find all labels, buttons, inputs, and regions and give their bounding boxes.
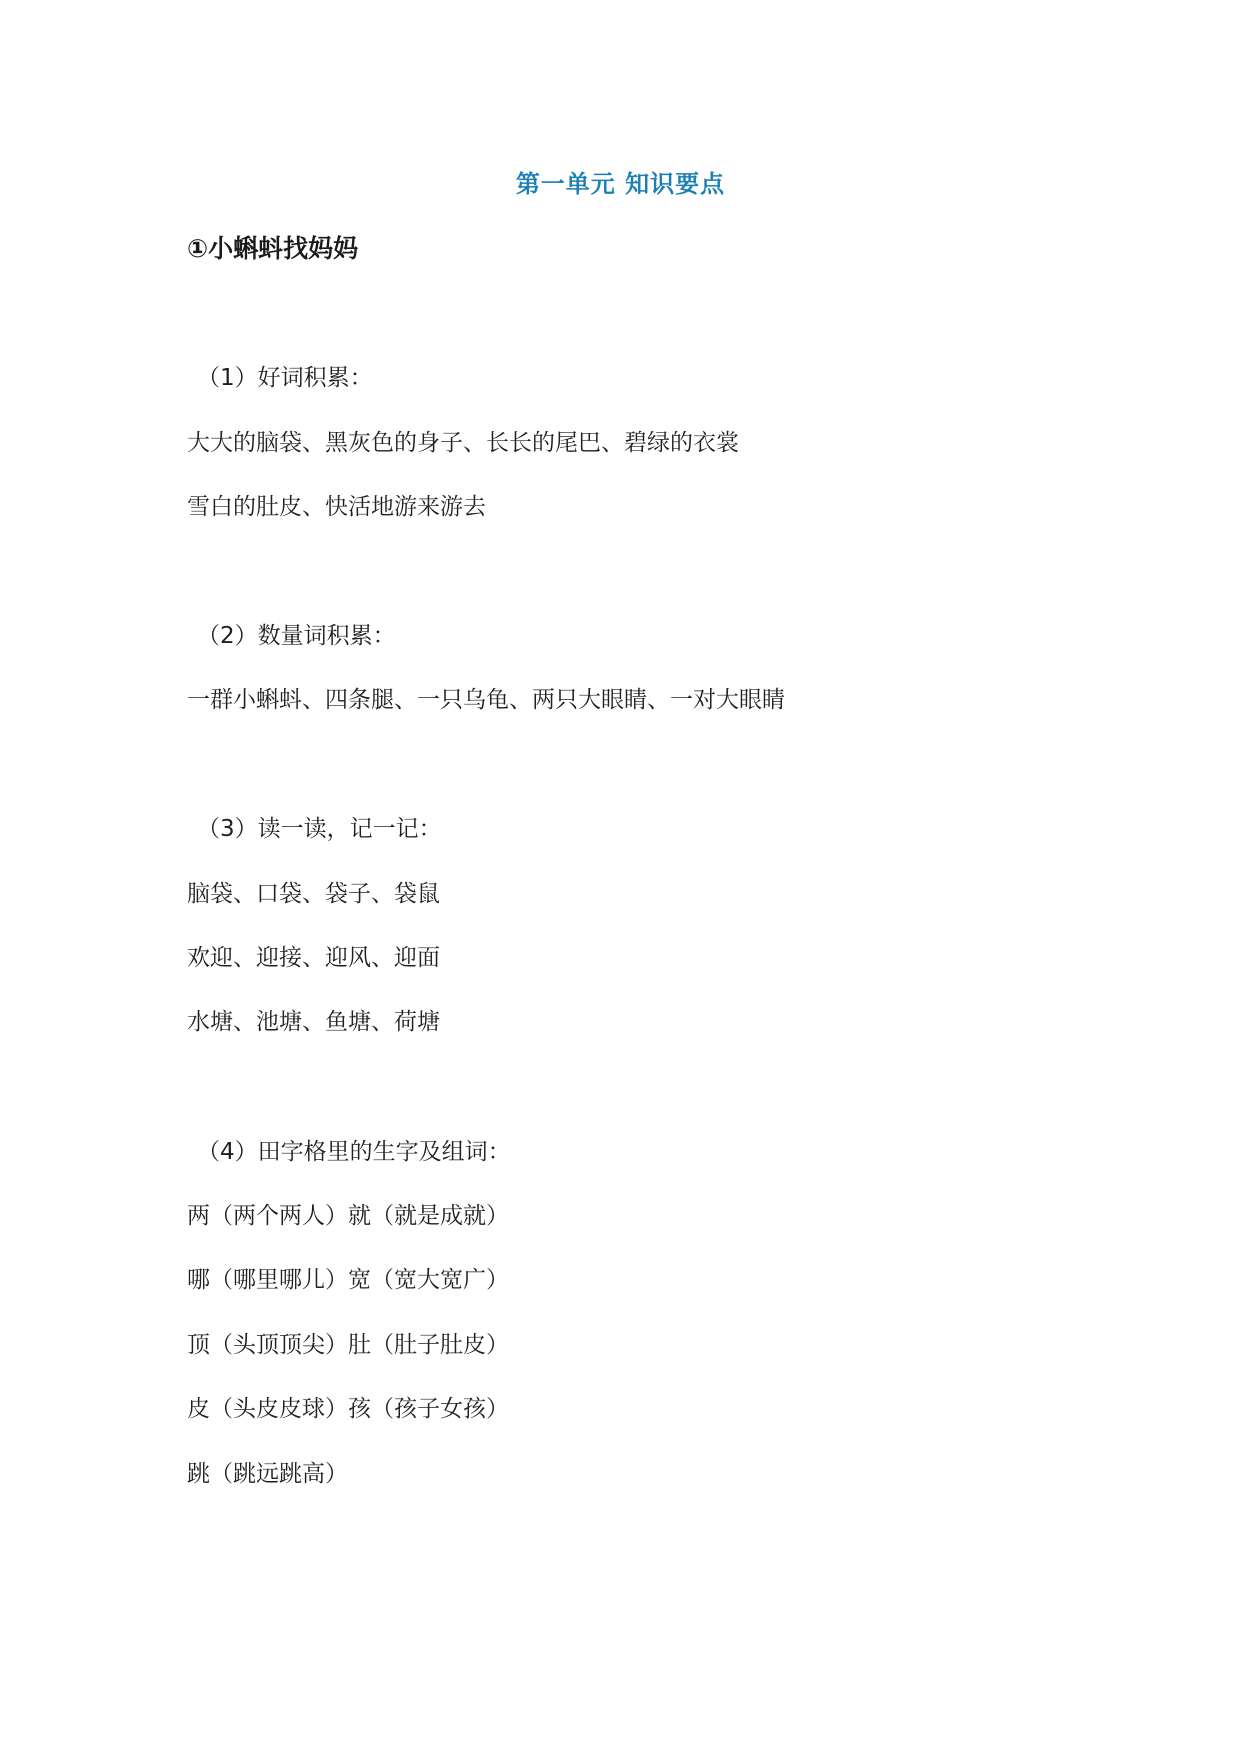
section-heading: （1）好词积累：: [197, 365, 373, 391]
section-line: 欢迎、迎接、迎风、迎面: [187, 945, 440, 971]
section-line: 哪（哪里哪儿）宽（宽大宽广）: [187, 1267, 509, 1293]
page-title: 第一单元 知识要点: [515, 170, 726, 198]
section-line: 脑袋、口袋、袋子、袋鼠: [187, 881, 440, 907]
section-line: 皮（头皮皮球）孩（孩子女孩）: [187, 1396, 509, 1422]
section-line: 顶（头顶顶尖）肚（肚子肚皮）: [187, 1332, 509, 1358]
section-line: 雪白的肚皮、快活地游来游去: [187, 494, 486, 520]
section-line: 跳（跳远跳高）: [187, 1461, 348, 1487]
section-heading: （4）田字格里的生字及组词：: [197, 1139, 511, 1165]
section-heading: （3）读一读，记一记：: [197, 816, 442, 842]
section-heading: （2）数量词积累：: [197, 623, 396, 649]
section-line: 大大的脑袋、黑灰色的身子、长长的尾巴、碧绿的衣裳: [187, 430, 739, 456]
section-line: 水塘、池塘、鱼塘、荷塘: [187, 1009, 440, 1035]
section-line: 两（两个两人）就（就是成就）: [187, 1203, 509, 1229]
section-line: 一群小蝌蚪、四条腿、一只乌龟、两只大眼睛、一对大眼睛: [187, 687, 785, 713]
lesson-title: ①小蝌蚪找妈妈: [187, 234, 359, 263]
